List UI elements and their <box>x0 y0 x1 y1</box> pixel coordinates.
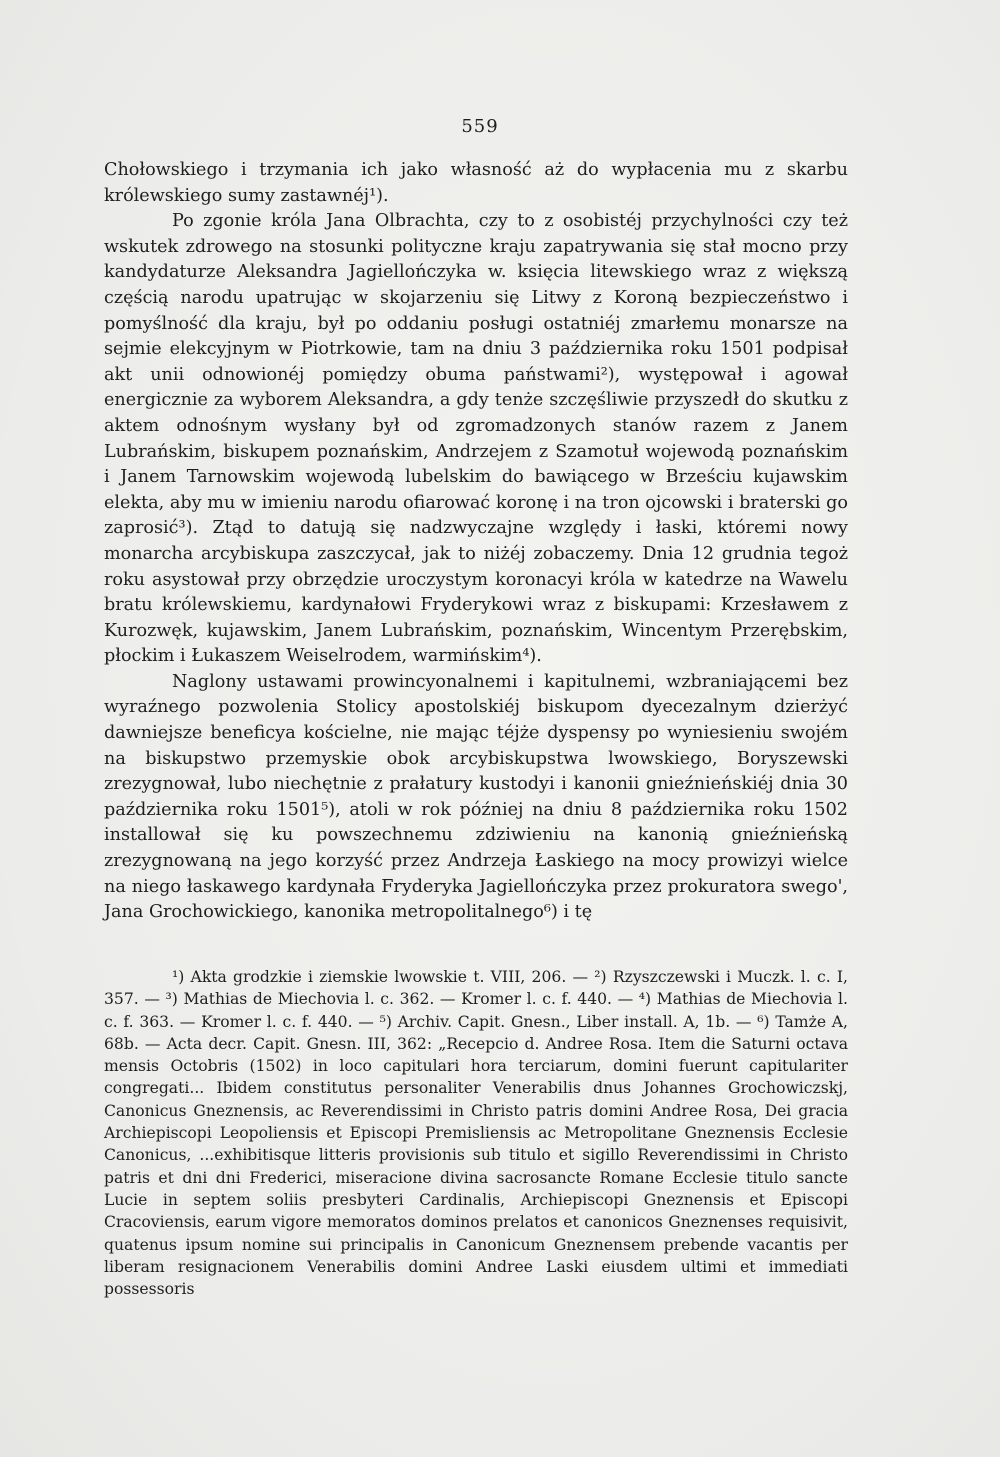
paragraph-3: Naglony ustawami prowincyonalnemi i kapitulnemi, wzbraniającemi bez wyraźnego pozwolenia Stolicy apostolskiéj biskupom dyecezalnym dzierżyć dawniejsze beneficya kościelne, nie mając téjże dyspensy po wyniesieniu swojém na biskupstwo przemyskie obok arcybiskupstwa lwowskiego, Boryszewski zrezygnował, lubo niechętnie z prałatury kustodyi i kanonii gnieźnieńskiéj dnia 30 października roku 1501⁵), atoli w rok później na dniu 8 października roku 1502 installował się ku powszechnemu zdziwieniu na kanonią gnieźnieńską zrezygnowaną na jego korzyść przez Andrzeja Łaskiego na mocy prowizyi wielce na niego łaskawego kardynała Fryderyka Jagiellończyka przez prokuratora swego', Jana Grochowickiego, kanonika metropolitalnego⁶) i tę <box>104 671 848 923</box>
footnotes <box>104 966 848 1300</box>
page-number: 559 <box>461 116 499 137</box>
paragraph-2: Po zgonie króla Jana Olbrachta, czy to z osobistéj przychylności czy też wskutek zdrowego na stosunki polityczne kraju zapatrywania się stał mocno przy kandydaturze Aleksandra Jagiellończyka w. księcia litewskiego wraz z większą częścią narodu upatrując w skojarzeniu się Litwy z Koroną bezpieczeństwo i pomyślność dla kraju, był po oddaniu posługi ostatniéj zmarłemu monarsze na sejmie elekcyjnym w Piotrkowie, tam na dniu 3 października roku 1501 podpisał akt unii odnowionéj pomiędzy obuma państwami²), występował i agował energicznie za wyborem Aleksandra, a gdy tenże szczęśliwie przyszedł do skutku z aktem odnośnym wysłany był od zgromadzonych stanów razem z Janem Lubrańskim, biskupem poznańskim, Andrzejem z Szamotuł wojewodą poznańskim i Janem Tarnowskim wojewodą lubelskim do bawiącego w Brześciu kujawskim elekta, aby mu w imieniu narodu ofiarować koronę i na tron ojcowski i braterski go zaprosić³). Ztąd to datują się nadzwyczajne względy i łaski, któremi nowy monarcha arcybiskupa zaszczycał, jak to niżéj zobaczemy. Dnia 12 grudnia tegoż roku asystował przy obrzędzie uroczystym koronacyi króla w katedrze na Wawelu bratu królewskiemu, kardynałowi Fryderykowi wraz z biskupami: Krzesławem z Kurozwęk, kujawskim, Janem Lubrańskim, poznańskim, Wincentym Przerębskim, płockim i Łukaszem Weiselrodem, warmińskim⁴). <box>104 211 848 667</box>
paragraph-1: Chołowskiego i trzymania ich jako własność aż do wypłacenia mu z skarbu królewskiego sumy zastawnéj¹). <box>104 160 848 206</box>
main-text <box>104 158 848 926</box>
footnote-text: ¹) Akta grodzkie i ziemskie lwowskie t. VIII, 206. — ²) Rzyszczewski i Muczk. l. c. I, 357. — ³) Mathias de Miechovia l. c. 362. — Kromer l. c. f. 440. — ⁴) Mathias de Miechovia l. c. f. 363. — Kromer l. c. f. 440. — ⁵) Archiv. Capit. Gnesn., Liber install. A, 1b. — ⁶) Tamże A, 68b. — Acta decr. Capit. Gnesn. III, 362: „Recepcio d. Andree Rosa. Item die Saturni octava mensis Octobris (1502) in loco capitulari hora terciarum, domini fuerunt capitulariter congregati... Ibidem constitutus personaliter Venerabilis dnus Johannes Grochowiczskj, Canonicus Gneznensis, ac Reverendissimi in Christo patris domini Andree Rosa, Dei gracia Archiepiscopi Leopoliensis et Episcopi Premisliensis ac Metropolitane Gneznensis Ecclesie Canonicus, ...exhibitisque litteris provisionis sub titulo et sigillo Reverendissimi in Christo patris et dni dni Frederici, miseracione divina sacrosancte Romane Ecclesie titulo sancte Lucie in septem soliis presbyteri Cardinalis, Archiepiscopi Gneznensis et Episcopi Cracoviensis, earum vigore memoratos dominos prelatos et canonicos Gneznenses requisivit, quatenus ipsum nomine sui principalis in Canonicum Gneznensem prebende vacantis per liberam resignacionem Venerabilis domini Andree Laski eiusdem ultimi et immediati possessoris <box>104 968 848 1299</box>
